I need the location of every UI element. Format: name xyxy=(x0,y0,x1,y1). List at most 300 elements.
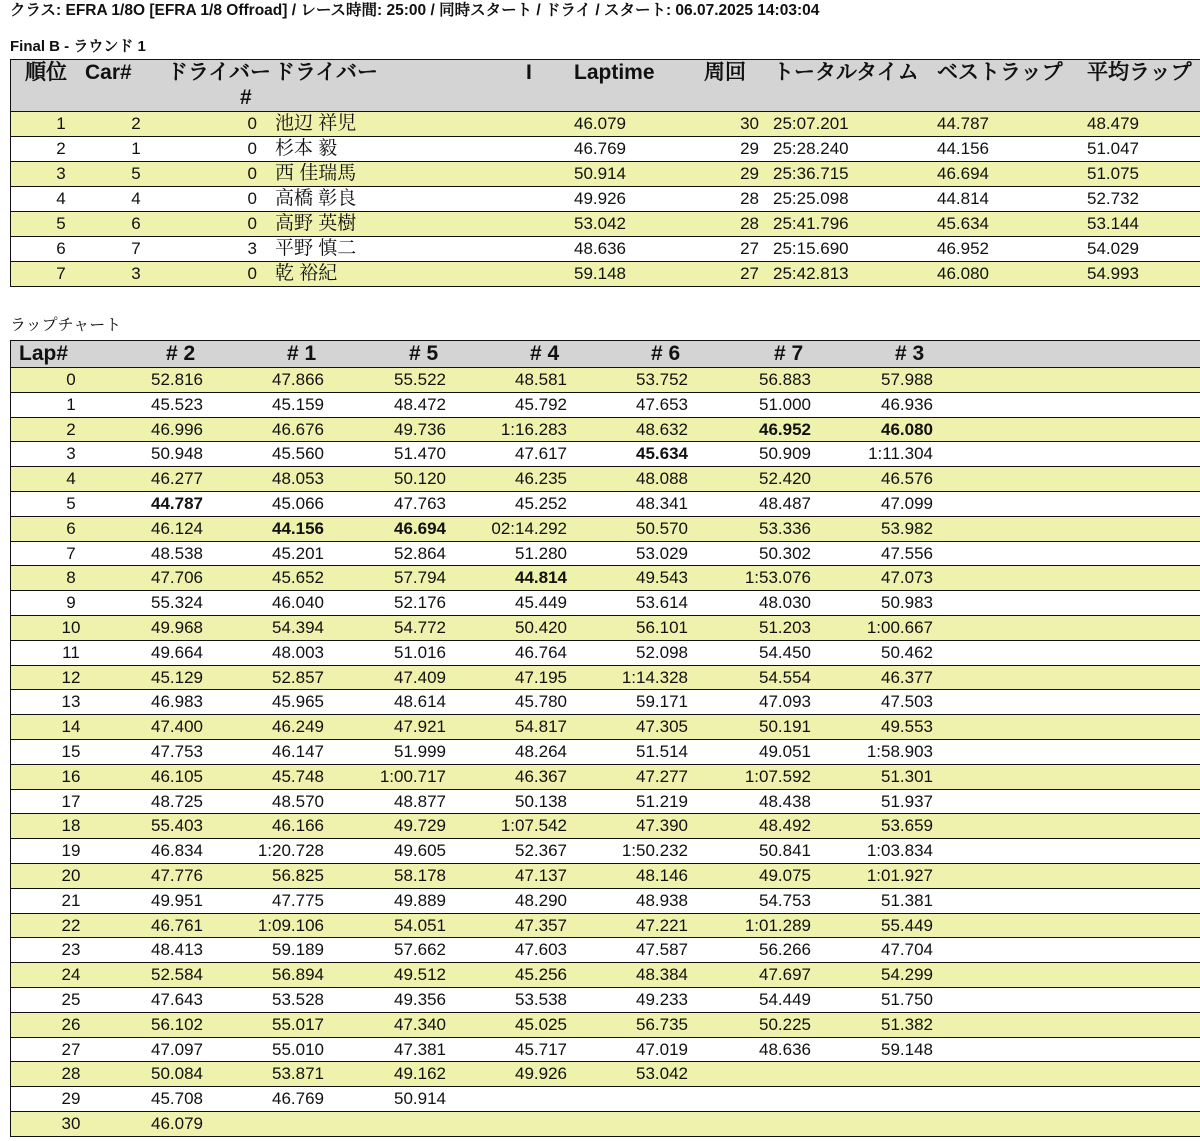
cell-driver-no: 0 xyxy=(247,139,257,158)
lap-time: 49.512 xyxy=(394,965,446,985)
lap-time: 46.834 xyxy=(151,841,203,861)
cell-avg: 52.732 xyxy=(1087,189,1139,208)
lap-time: 46.147 xyxy=(272,741,324,761)
cell-pos: 5 xyxy=(56,214,66,233)
cell-car: 4 xyxy=(131,189,141,208)
lap-time: 55.522 xyxy=(394,370,446,389)
lap-number: 9 xyxy=(66,593,76,613)
lap-row xyxy=(11,1112,1200,1137)
lap-time: 48.570 xyxy=(272,791,324,811)
col-header-laptime: Laptime xyxy=(574,61,655,84)
results-row xyxy=(11,212,1200,237)
lap-time: 46.936 xyxy=(881,394,933,414)
lap-time: 48.290 xyxy=(515,890,567,910)
lap-time: 49.926 xyxy=(515,1064,567,1084)
cell-best: 45.634 xyxy=(937,214,989,233)
lap-time: 58.178 xyxy=(394,865,446,885)
lap-time: 53.042 xyxy=(636,1064,688,1084)
lap-time: 51.219 xyxy=(636,791,688,811)
lap-time: 51.937 xyxy=(881,791,933,811)
cell-pos: 6 xyxy=(56,239,66,258)
cell-total: 25:07.201 xyxy=(773,114,849,133)
lap-row xyxy=(11,839,1200,864)
lap-time: 52.176 xyxy=(394,593,446,613)
results-body xyxy=(11,112,1200,287)
lap-time: 52.584 xyxy=(151,965,203,985)
lap-time: 47.409 xyxy=(394,667,446,687)
lap-time: 50.225 xyxy=(759,1014,811,1034)
lap-time: 50.948 xyxy=(151,444,203,464)
col-header-driver-no: ドライバー xyxy=(167,61,271,84)
lap-time: 46.996 xyxy=(151,419,203,439)
lap-time: 56.101 xyxy=(636,617,688,637)
lap-time: 45.780 xyxy=(515,692,567,712)
lap-time: 59.148 xyxy=(881,1039,933,1059)
lapchart-body xyxy=(11,368,1200,1137)
lap-row xyxy=(11,1062,1200,1087)
cell-avg: 48.479 xyxy=(1087,114,1139,133)
lap-time: 54.450 xyxy=(759,642,811,662)
lap-time: 47.776 xyxy=(151,865,203,885)
lap-row xyxy=(11,765,1200,790)
lap-time: 1:11.304 xyxy=(868,444,933,464)
lap-time: 50.841 xyxy=(759,841,811,861)
lap-row xyxy=(11,1087,1200,1112)
lap-time: 47.753 xyxy=(151,741,203,761)
cell-driver-no: 0 xyxy=(247,264,257,283)
lap-time: 49.356 xyxy=(394,989,446,1009)
lap-time: 56.883 xyxy=(759,370,811,389)
col-header-lap: Lap# xyxy=(19,342,69,365)
results-row xyxy=(11,262,1200,287)
lap-row xyxy=(11,467,1200,492)
lap-row xyxy=(11,666,1200,691)
lap-time: 50.570 xyxy=(636,518,688,538)
lap-row xyxy=(11,616,1200,641)
lap-time: 48.053 xyxy=(272,469,324,489)
cell-laps: 27 xyxy=(740,239,759,258)
col-header-car-5: # 5 xyxy=(409,342,439,365)
lap-time: 48.538 xyxy=(151,543,203,563)
lap-number: 18 xyxy=(61,816,81,836)
lap-time: 54.051 xyxy=(394,915,446,935)
lap-time: 47.643 xyxy=(151,989,203,1009)
lap-row xyxy=(11,393,1200,418)
lap-row xyxy=(11,368,1200,393)
lap-time: 45.066 xyxy=(272,493,324,513)
lap-time: 48.614 xyxy=(394,692,446,712)
lap-row xyxy=(11,442,1200,467)
lap-number: 14 xyxy=(61,717,81,737)
lap-row xyxy=(11,1013,1200,1038)
lap-time: 48.877 xyxy=(394,791,446,811)
lap-time: 45.201 xyxy=(272,543,324,563)
results-table xyxy=(10,59,1200,287)
lap-time: 46.105 xyxy=(151,766,203,786)
lap-time: 49.889 xyxy=(394,890,446,910)
lap-time: 1:01.289 xyxy=(744,915,811,935)
lap-time: 57.662 xyxy=(394,940,446,960)
lap-time: 51.280 xyxy=(515,543,567,563)
lap-number: 17 xyxy=(61,791,81,811)
lap-row xyxy=(11,914,1200,939)
cell-total: 25:28.240 xyxy=(773,139,849,158)
lap-time: 53.614 xyxy=(636,593,688,613)
lap-time: 53.538 xyxy=(515,989,567,1009)
lap-row xyxy=(11,1038,1200,1063)
lap-time: 48.487 xyxy=(759,493,811,513)
cell-car: 7 xyxy=(131,239,141,258)
lap-time: 48.030 xyxy=(759,593,811,613)
lap-time: 51.999 xyxy=(394,741,446,761)
lap-time: 48.492 xyxy=(759,816,811,836)
lap-time: 46.235 xyxy=(515,469,567,489)
lap-row xyxy=(11,690,1200,715)
cell-avg: 53.144 xyxy=(1087,214,1139,233)
lap-number: 27 xyxy=(61,1039,81,1059)
lap-time: 48.581 xyxy=(515,370,567,389)
lap-row xyxy=(11,740,1200,765)
lap-time: 48.413 xyxy=(151,940,203,960)
lap-time: 1:20.728 xyxy=(257,841,324,861)
lap-time: 51.203 xyxy=(759,617,811,637)
lap-time: 50.914 xyxy=(394,1089,446,1109)
lap-time: 50.909 xyxy=(759,444,811,464)
lap-time: 47.305 xyxy=(636,717,688,737)
lap-time: 48.146 xyxy=(636,865,688,885)
lap-time: 46.277 xyxy=(151,469,203,489)
lap-time: 1:58.903 xyxy=(866,741,933,761)
lap-time: 51.514 xyxy=(636,741,688,761)
lap-number: 1 xyxy=(66,394,76,414)
lap-time: 49.051 xyxy=(759,741,811,761)
lap-number: 30 xyxy=(61,1113,81,1133)
cell-driver-no: 0 xyxy=(247,214,257,233)
lap-time: 46.761 xyxy=(151,915,203,935)
lap-time: 47.603 xyxy=(515,940,567,960)
cell-avg: 54.029 xyxy=(1087,239,1139,258)
lap-time: 46.983 xyxy=(151,692,203,712)
cell-total: 25:41.796 xyxy=(773,214,849,233)
lap-time: 54.554 xyxy=(759,667,811,687)
cell-avg: 51.075 xyxy=(1087,164,1139,183)
lap-number: 24 xyxy=(61,965,81,985)
col-header-i: I xyxy=(526,61,532,84)
lap-time: 53.336 xyxy=(759,518,811,538)
lap-time: 46.694 xyxy=(394,518,446,538)
cell-car: 1 xyxy=(131,139,141,158)
lap-time: 54.299 xyxy=(881,965,933,985)
cell-pos: 4 xyxy=(56,189,66,208)
cell-best: 46.080 xyxy=(937,264,989,283)
lap-time: 54.394 xyxy=(272,617,324,637)
lap-time: 48.003 xyxy=(272,642,324,662)
lap-time: 46.040 xyxy=(272,593,324,613)
lap-time: 53.029 xyxy=(636,543,688,563)
lap-time: 44.787 xyxy=(151,493,203,513)
lap-time: 48.725 xyxy=(151,791,203,811)
lap-time: 49.951 xyxy=(151,890,203,910)
cell-driver-no: 0 xyxy=(247,189,257,208)
lap-time: 45.449 xyxy=(515,593,567,613)
lap-time: 48.438 xyxy=(759,791,811,811)
lap-time: 47.019 xyxy=(636,1039,688,1059)
lap-time: 47.763 xyxy=(394,493,446,513)
lap-time: 57.988 xyxy=(881,370,933,389)
col-header-laps: 周回 xyxy=(704,61,746,84)
cell-driver: 高橋 彰良 xyxy=(275,188,357,209)
lap-time: 54.817 xyxy=(515,717,567,737)
cell-total: 25:25.098 xyxy=(773,189,849,208)
lap-time: 50.120 xyxy=(394,469,446,489)
lap-time: 48.088 xyxy=(636,469,688,489)
lap-time: 45.025 xyxy=(515,1014,567,1034)
lap-time: 44.814 xyxy=(515,568,567,588)
col-header-driver-no-hash: # xyxy=(240,86,252,109)
lap-time: 55.449 xyxy=(881,915,933,935)
lap-time: 50.983 xyxy=(881,593,933,613)
col-header-car-3: # 3 xyxy=(895,342,925,365)
lap-time: 1:03.834 xyxy=(866,841,933,861)
lap-time: 48.384 xyxy=(636,965,688,985)
lap-time: 46.079 xyxy=(151,1113,203,1133)
lap-time: 46.249 xyxy=(272,717,324,737)
lap-time: 45.748 xyxy=(272,766,324,786)
lap-time: 45.965 xyxy=(272,692,324,712)
cell-laps: 28 xyxy=(740,189,759,208)
cell-pos: 2 xyxy=(56,139,66,158)
lap-row xyxy=(11,418,1200,443)
lap-time: 56.266 xyxy=(759,940,811,960)
lap-number: 26 xyxy=(61,1014,81,1034)
cell-best: 44.156 xyxy=(937,139,989,158)
lap-number: 11 xyxy=(62,642,80,662)
lap-time: 47.097 xyxy=(151,1039,203,1059)
lap-time: 46.377 xyxy=(881,667,933,687)
lap-number: 7 xyxy=(66,543,76,563)
cell-laptime: 53.042 xyxy=(574,214,626,233)
lap-number: 28 xyxy=(61,1064,81,1084)
lap-row xyxy=(11,963,1200,988)
lap-row xyxy=(11,790,1200,815)
col-header-car-1: # 1 xyxy=(287,342,317,365)
lap-time: 46.676 xyxy=(272,419,324,439)
lap-time: 50.084 xyxy=(151,1064,203,1084)
cell-driver-no: 0 xyxy=(247,114,257,133)
lap-number: 15 xyxy=(61,741,81,761)
lap-time: 1:14.328 xyxy=(621,667,688,687)
cell-laptime: 49.926 xyxy=(574,189,626,208)
lap-time: 45.159 xyxy=(272,394,324,414)
lapchart-header-row xyxy=(11,341,1200,368)
lap-time: 47.775 xyxy=(272,890,324,910)
lap-time: 48.938 xyxy=(636,890,688,910)
lap-time: 45.252 xyxy=(515,493,567,513)
lap-time: 52.420 xyxy=(759,469,811,489)
lap-time: 56.735 xyxy=(636,1014,688,1034)
lap-time: 47.381 xyxy=(394,1039,446,1059)
lap-row xyxy=(11,492,1200,517)
lap-time: 1:50.232 xyxy=(621,841,688,861)
lap-time: 47.137 xyxy=(515,865,567,885)
lap-time: 46.952 xyxy=(759,419,811,439)
lap-time: 44.156 xyxy=(272,518,324,538)
lap-time: 49.736 xyxy=(394,419,446,439)
cell-total: 25:42.813 xyxy=(773,264,849,283)
lap-time: 45.523 xyxy=(151,394,203,414)
cell-best: 46.952 xyxy=(937,239,989,258)
lap-time: 46.764 xyxy=(515,642,567,662)
col-header-best: ベストラップ xyxy=(937,61,1063,84)
lap-number: 0 xyxy=(66,370,76,389)
lap-time: 52.098 xyxy=(636,642,688,662)
lap-time: 45.129 xyxy=(151,667,203,687)
lap-time: 1:16.283 xyxy=(500,419,567,439)
lap-time: 54.449 xyxy=(759,989,811,1009)
cell-avg: 54.993 xyxy=(1087,264,1139,283)
lap-number: 3 xyxy=(66,444,76,464)
lap-time: 53.659 xyxy=(881,816,933,836)
col-header-driver: ドライバー xyxy=(274,61,378,84)
lap-time: 1:07.592 xyxy=(744,766,811,786)
cell-driver: 平野 慎二 xyxy=(275,238,357,259)
lap-number: 4 xyxy=(66,469,76,489)
lap-time: 50.302 xyxy=(759,543,811,563)
lap-time: 48.341 xyxy=(636,493,688,513)
lap-time: 47.921 xyxy=(394,717,446,737)
cell-driver: 杉本 毅 xyxy=(275,138,338,159)
lap-number: 16 xyxy=(61,766,81,786)
results-row xyxy=(11,137,1200,162)
cell-laptime: 48.636 xyxy=(574,239,626,258)
lap-number: 10 xyxy=(61,617,81,637)
cell-car: 5 xyxy=(131,164,141,183)
lap-number: 29 xyxy=(61,1089,81,1109)
lap-time: 47.277 xyxy=(636,766,688,786)
lap-time: 47.587 xyxy=(636,940,688,960)
results-row xyxy=(11,112,1200,137)
lap-row xyxy=(11,938,1200,963)
lap-number: 25 xyxy=(61,989,81,1009)
lap-time: 55.324 xyxy=(151,593,203,613)
lap-time: 49.162 xyxy=(394,1064,446,1084)
col-header-pos: 順位 xyxy=(25,61,67,84)
cell-laps: 27 xyxy=(740,264,759,283)
lap-time: 45.792 xyxy=(515,394,567,414)
lap-number: 22 xyxy=(61,915,81,935)
lap-number: 12 xyxy=(61,667,81,687)
cell-driver: 西 佳瑞馬 xyxy=(275,163,357,184)
lap-time: 1:01.927 xyxy=(866,865,933,885)
lap-time: 45.717 xyxy=(515,1039,567,1059)
lap-time: 47.866 xyxy=(272,370,324,389)
col-header-car-4: # 4 xyxy=(530,342,560,365)
lap-time: 48.472 xyxy=(394,394,446,414)
lap-time: 52.864 xyxy=(394,543,446,563)
lap-time: 52.857 xyxy=(272,667,324,687)
lap-time: 51.000 xyxy=(759,394,811,414)
lap-time: 47.706 xyxy=(151,568,203,588)
cell-total: 25:36.715 xyxy=(773,164,849,183)
lap-time: 47.390 xyxy=(636,816,688,836)
col-header-car-6: # 6 xyxy=(651,342,681,365)
cell-best: 46.694 xyxy=(937,164,989,183)
lap-time: 55.010 xyxy=(272,1039,324,1059)
lap-row xyxy=(11,542,1200,567)
lap-time: 49.729 xyxy=(394,816,446,836)
results-row xyxy=(11,237,1200,262)
lap-time: 1:07.542 xyxy=(500,816,567,836)
lap-time: 52.816 xyxy=(151,370,203,389)
lap-time: 49.664 xyxy=(151,642,203,662)
lap-time: 1:00.667 xyxy=(866,617,933,637)
lap-time: 47.697 xyxy=(759,965,811,985)
lap-time: 56.825 xyxy=(272,865,324,885)
cell-laps: 29 xyxy=(740,139,759,158)
lap-time: 1:53.076 xyxy=(744,568,811,588)
lap-row xyxy=(11,591,1200,616)
lap-row xyxy=(11,889,1200,914)
results-section-title: Final B - ラウンド 1 xyxy=(10,38,146,55)
lap-time: 48.636 xyxy=(759,1039,811,1059)
cell-driver-no: 3 xyxy=(247,239,257,258)
lapchart-section-title: ラップチャート xyxy=(10,317,122,334)
cell-laps: 28 xyxy=(740,214,759,233)
lapchart-table xyxy=(10,340,1200,1137)
lap-time: 47.556 xyxy=(881,543,933,563)
lap-time: 45.634 xyxy=(636,444,688,464)
lap-time: 45.708 xyxy=(151,1089,203,1109)
lap-time: 45.256 xyxy=(515,965,567,985)
cell-best: 44.814 xyxy=(937,189,989,208)
lap-time: 49.553 xyxy=(881,717,933,737)
lap-row xyxy=(11,641,1200,666)
cell-laps: 29 xyxy=(740,164,759,183)
lap-row xyxy=(11,715,1200,740)
cell-avg: 51.047 xyxy=(1087,139,1139,158)
lap-time: 51.382 xyxy=(881,1014,933,1034)
lap-time: 53.871 xyxy=(272,1064,324,1084)
lap-time: 47.099 xyxy=(881,493,933,513)
results-header-row xyxy=(11,60,1200,112)
lap-number: 6 xyxy=(66,518,76,538)
lap-time: 54.753 xyxy=(759,890,811,910)
lap-time: 47.093 xyxy=(759,692,811,712)
lap-time: 47.195 xyxy=(515,667,567,687)
lap-time: 47.617 xyxy=(515,444,567,464)
lap-row xyxy=(11,517,1200,542)
lap-time: 51.381 xyxy=(881,890,933,910)
cell-laps: 30 xyxy=(740,114,759,133)
lap-time: 49.605 xyxy=(394,841,446,861)
lap-time: 55.403 xyxy=(151,816,203,836)
col-header-car-2: # 2 xyxy=(166,342,196,365)
lap-time: 47.503 xyxy=(881,692,933,712)
lap-time: 49.968 xyxy=(151,617,203,637)
results-row xyxy=(11,162,1200,187)
cell-laptime: 50.914 xyxy=(574,164,626,183)
lap-time: 46.367 xyxy=(515,766,567,786)
lap-number: 20 xyxy=(61,865,81,885)
lap-time: 46.769 xyxy=(272,1089,324,1109)
lap-time: 49.233 xyxy=(636,989,688,1009)
lap-time: 47.653 xyxy=(636,394,688,414)
cell-car: 2 xyxy=(131,114,141,133)
cell-pos: 1 xyxy=(56,114,66,133)
lap-time: 50.462 xyxy=(881,642,933,662)
lap-time: 47.221 xyxy=(636,915,688,935)
lap-time: 47.704 xyxy=(881,940,933,960)
